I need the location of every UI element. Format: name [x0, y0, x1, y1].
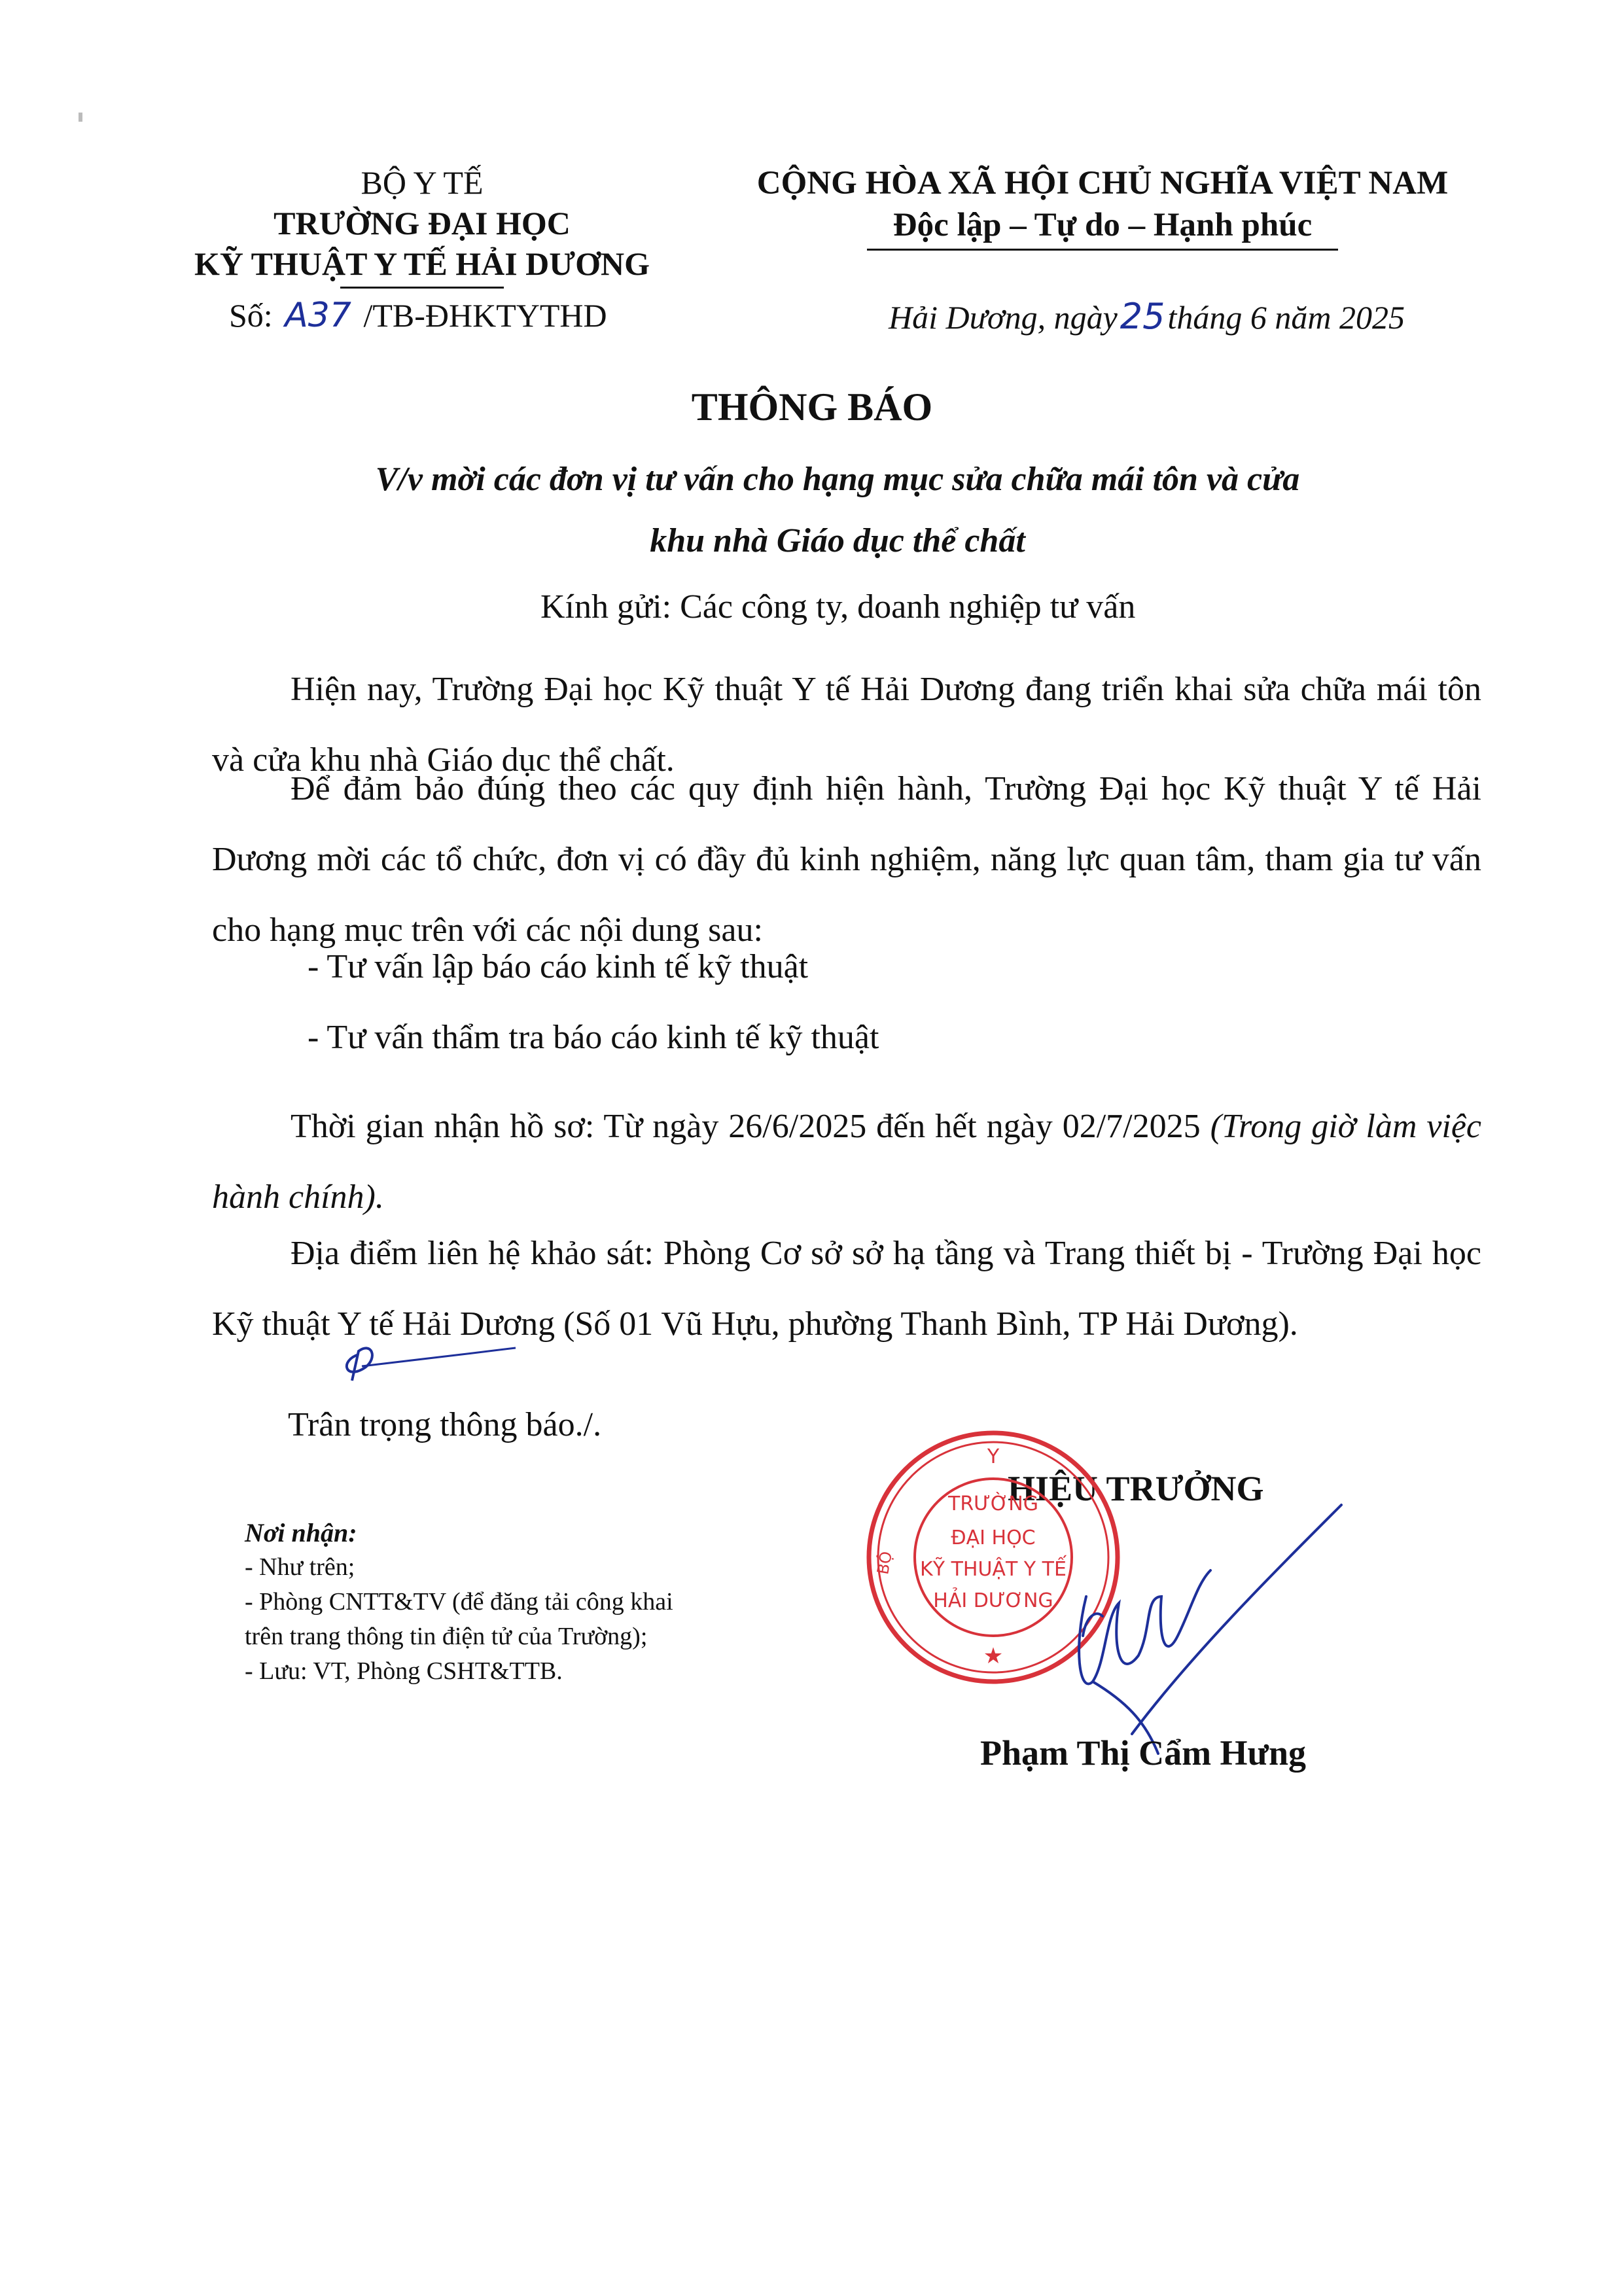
initial-mark-icon	[332, 1335, 529, 1387]
recipients-heading: Nơi nhận:	[245, 1518, 357, 1547]
document-title: THÔNG BÁO	[691, 385, 933, 429]
document-subject	[262, 449, 1413, 572]
stamp-top-letter: Y	[987, 1445, 1000, 1468]
stamp-line4: HẢI DƯƠNG	[933, 1589, 1053, 1612]
closing-line: Trân trọng thông báo./.	[288, 1406, 602, 1443]
stamp-side-letters: BỘ	[874, 1549, 896, 1576]
recipient-item: trên trang thông tin điện tử của Trường);	[245, 1623, 648, 1650]
country-name: CỘNG HÒA XÃ HỘI CHỦ NGHĨA VIỆT NAM	[756, 165, 1449, 202]
signatory-title: HIỆU TRƯỞNG	[1008, 1469, 1264, 1508]
motto-underline	[867, 249, 1338, 251]
subject-line2: khu nhà Giáo dục thể chất	[650, 522, 1025, 559]
motto: Độc lập – Tự do – Hạnh phúc	[892, 207, 1313, 243]
paragraph-1-text: Hiện nay, Trường Đại học Kỹ thuật Y tế Hải Dương đang triển khai sửa chữa mái tôn và cửa khu nhà Giáo dục thể chất.	[212, 671, 1481, 779]
subject-line1: V/v mời các đơn vị tư vấn cho hạng mục sửa chữa mái tôn và cửa	[375, 461, 1300, 498]
recipients-block	[245, 1515, 821, 1689]
stamp-star-icon: ★	[983, 1643, 1004, 1669]
school-name-line2: KỸ THUẬT Y TẾ HẢI DƯƠNG	[194, 245, 650, 282]
paragraph-4-text: Địa điểm liên hệ khảo sát: Phòng Cơ sở sở hạ tầng và Trang thiết bị - Trường Đại học Kỹ thuật Y tế Hải Dương (Số 01 Vũ Hựu, phường Thanh Bình, TP Hải Dương).	[212, 1235, 1481, 1343]
school-name-line1: TRƯỜNG ĐẠI HỌC	[274, 205, 571, 241]
document-date	[889, 296, 1405, 337]
stamp-line2: ĐẠI HỌC	[951, 1527, 1036, 1549]
number-suffix: /TB-ĐHKTYTHD	[363, 297, 607, 334]
paragraph-3	[212, 1091, 1481, 1233]
bullet-item-1: - Tư vấn lập báo cáo kinh tế kỹ thuật	[308, 948, 809, 985]
document-number	[229, 296, 607, 335]
issuer-underline	[340, 287, 504, 289]
paragraph-3-text: Thời gian nhận hồ sơ: Từ ngày 26/6/2025 đến hết ngày 02/7/2025	[291, 1108, 1201, 1145]
signatory-name: Phạm Thị Cẩm Hưng	[980, 1733, 1306, 1773]
date-suffix: tháng 6 năm 2025	[1167, 299, 1405, 336]
recipient-item: - Phòng CNTT&TV (để đăng tải công khai	[245, 1588, 673, 1616]
scan-mark	[79, 113, 82, 122]
paragraph-2-text: Để đảm bảo đúng theo các quy định hiện hành, Trường Đại học Kỹ thuật Y tế Hải Dương mời các tổ chức, đơn vị có đầy đủ kinh nghiệm, năng lực quan tâm, tham gia tư vấn cho hạng mục trên với các nội dung sau:	[212, 770, 1481, 949]
handwritten-day: 25	[1120, 296, 1165, 337]
stamp-line3: KỸ THUẬT Y TẾ	[920, 1558, 1067, 1581]
date-prefix: Hải Dương, ngày	[889, 299, 1118, 336]
greeting: Kính gửi: Các công ty, doanh nghiệp tư vấn	[540, 588, 1136, 626]
recipient-item: - Lưu: VT, Phòng CSHT&TTB.	[245, 1657, 563, 1685]
handwritten-signature-icon	[1047, 1485, 1361, 1760]
number-prefix: Số:	[229, 297, 273, 334]
issuer-block	[150, 162, 694, 289]
ministry-name: BỘ Y TẾ	[361, 164, 484, 201]
recipient-item: - Như trên;	[245, 1553, 355, 1581]
stamp-line1: TRƯỜNG	[948, 1492, 1038, 1515]
paragraph-2	[212, 754, 1481, 966]
handwritten-number: A37	[285, 296, 351, 335]
paragraph-3-note: (Trong giờ làm việc hành chính).	[212, 1108, 1482, 1216]
bullet-item-2: - Tư vấn thẩm tra báo cáo kinh tế kỹ thuật	[308, 1019, 879, 1056]
national-header	[694, 162, 1511, 251]
